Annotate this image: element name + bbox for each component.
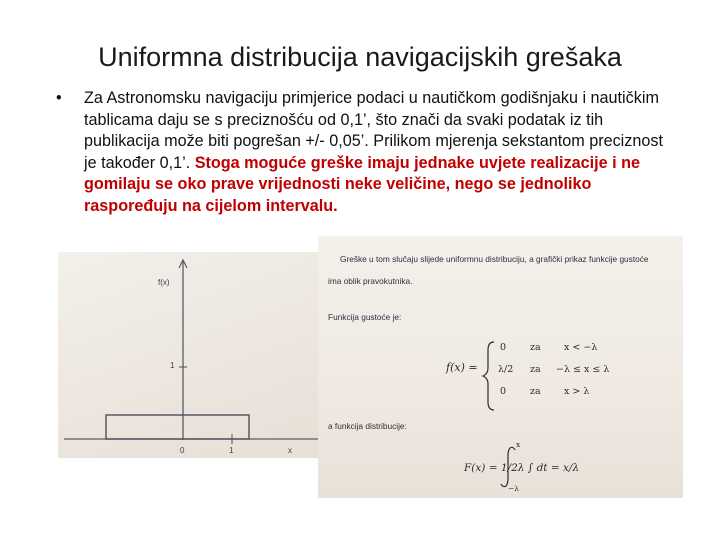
lower-limit: −λ bbox=[508, 484, 520, 493]
case-word-2: za bbox=[530, 364, 541, 375]
tick-zero-label: 0 bbox=[180, 446, 185, 455]
upper-limit: x bbox=[516, 440, 521, 449]
uniform-graph-photo bbox=[58, 252, 330, 458]
distribution-formula: F(x) = 1/2λ ∫ dt = x/λ bbox=[464, 462, 580, 474]
density-heading: Funkcija gustoće je: bbox=[328, 312, 402, 322]
y-axis-label: f(x) bbox=[158, 278, 170, 287]
density-lhs: f(x) = bbox=[446, 361, 478, 374]
notes-line-2: ima oblik pravokutnika. bbox=[328, 276, 413, 286]
tick-one-label: 1 bbox=[229, 446, 234, 455]
case-value-2: λ/2 bbox=[498, 364, 514, 375]
case-word-1: za bbox=[530, 342, 541, 353]
level-label: 1 bbox=[170, 361, 175, 370]
bullet-marker: • bbox=[56, 89, 62, 107]
bullet-paragraph bbox=[56, 88, 676, 218]
x-axis-label: x bbox=[288, 446, 292, 455]
formula-notes-photo bbox=[318, 236, 683, 498]
case-condition-2: −λ ≤ x ≤ λ bbox=[556, 364, 610, 375]
bullet-text bbox=[84, 88, 676, 218]
case-condition-3: x > λ bbox=[564, 386, 590, 397]
case-value-3: 0 bbox=[500, 386, 507, 397]
case-word-3: za bbox=[530, 386, 541, 397]
slide-title: Uniformna distribucija navigacijskih grešaka bbox=[98, 42, 622, 72]
bullet-text-emphasis: Stoga moguće greške imaju jednake uvjete realizacije i ne gomilaju se oko prave vrijednosti neke veličine, nego se jednoliko raspoređuju na cijelom intervalu. bbox=[84, 153, 641, 215]
notes-line-1: Greške u tom slučaju slijede uniformnu distribuciju, a grafički prikaz funkcije gustoće bbox=[340, 254, 649, 264]
case-value-1: 0 bbox=[500, 342, 507, 353]
case-condition-1: x < −λ bbox=[564, 342, 598, 353]
bullet-text-normal: Za Astronomsku navigaciju primjerice podaci u nautičkom godišnjaku i nautičkim tablicama daju se s preciznošću od 0,1’, što znači da svaki podatak iz tih publikacija može biti pogrešan +/- 0,05’. Prilikom mjerenja sekstantom preciznost je također 0,1’. bbox=[84, 89, 663, 172]
distribution-heading: a funkcija distribucije: bbox=[328, 421, 407, 431]
uniform-graph-drawing bbox=[58, 252, 330, 458]
